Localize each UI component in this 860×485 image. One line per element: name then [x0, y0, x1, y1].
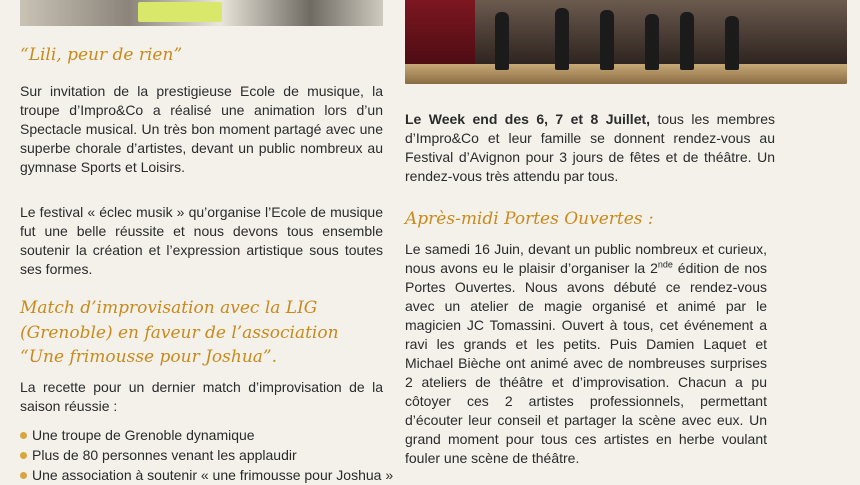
- performer-figure: [555, 8, 569, 70]
- section-title-open-day: Après-midi Portes Ouvertes :: [405, 209, 654, 229]
- performer-figure: [645, 14, 659, 70]
- performer-figure: [495, 12, 509, 70]
- list-item: Une association à soutenir « une frimousse pour Joshua »: [20, 465, 393, 485]
- left-column: [0, 0, 392, 484]
- paragraph-match: La recette pour un dernier match d’improvisation de la saison réussie :: [20, 379, 383, 414]
- section-title-lili: “Lili, peur de rien”: [20, 45, 183, 65]
- paragraph-weekend: [405, 110, 775, 186]
- section-title-match-line3: “Une frimousse pour Joshua”.: [20, 347, 278, 367]
- group-photo-top-left: [20, 0, 383, 26]
- stage-photo: [405, 0, 847, 84]
- weekend-text: tous les membres d’Impro&Co et leur famille se donnent rendez-vous au Festival d’Avignon pour 3 jours de fêtes et de théâtre. Un rendez-vous très attendu par tous.: [405, 111, 775, 184]
- performer-figure: [680, 12, 694, 70]
- paragraph-lili-2: Le festival « éclec musik » qu’organise l’Ecole de musique fut une belle réussite et nous devons tous ensemble soutenir la création et l’expression artistique sous toutes ses formes.: [20, 204, 383, 277]
- paragraph-open-day: [405, 240, 767, 468]
- stage-floor: [405, 64, 847, 84]
- weekend-dates: Le Week end des 6, 7 et 8 Juillet,: [405, 111, 651, 127]
- paragraph-lili-1: Sur invitation de la prestigieuse Ecole de musique, la troupe d’Impro&Co a réalisé une animation lors d’un Spectacle musical. Un très bon moment partagé avec une superbe chorale d’artistes, devant un public nombreux au gymnase Sports et Loisirs.: [20, 83, 383, 175]
- open-day-text-2: édition de nos Portes Ouvertes. Nous avons débuté ce rendez-vous avec un atelier de magie organisé et animé par le magicien JC Tomassini. Ouvert à tous, cet événement a ravi les grands et les petits. Puis Damien Laquet et Michael Bièche ont animé avec de nombreuses surprises 2 ateliers de théâtre et d’improvisation. Chacun a pu côtoyer ces 2 artistes professionnels, permettant d’écouter leur conseil et partager la scène avec eux. Un grand moment pour tous ces artistes en herbe voulant fouler une scène de théâtre.: [405, 260, 767, 466]
- match-recipe-list: [20, 425, 393, 485]
- list-item: Plus de 80 personnes venant les applaudir: [20, 445, 393, 465]
- section-title-match-line1: Match d’improvisation avec la LIG: [20, 298, 318, 318]
- list-item: Une troupe de Grenoble dynamique: [20, 425, 393, 445]
- open-day-superscript: nde: [657, 259, 673, 270]
- section-title-match-line2: (Grenoble) en faveur de l’association: [20, 323, 339, 343]
- open-day-text-1: Le samedi 16 Juin, devant un public nombreux et curieux, nous avons eu le plaisir d’organiser la 2: [405, 241, 767, 276]
- performer-figure: [600, 10, 614, 70]
- photo-banner: [138, 2, 222, 22]
- performer-figure: [725, 16, 739, 70]
- right-column: [392, 0, 860, 484]
